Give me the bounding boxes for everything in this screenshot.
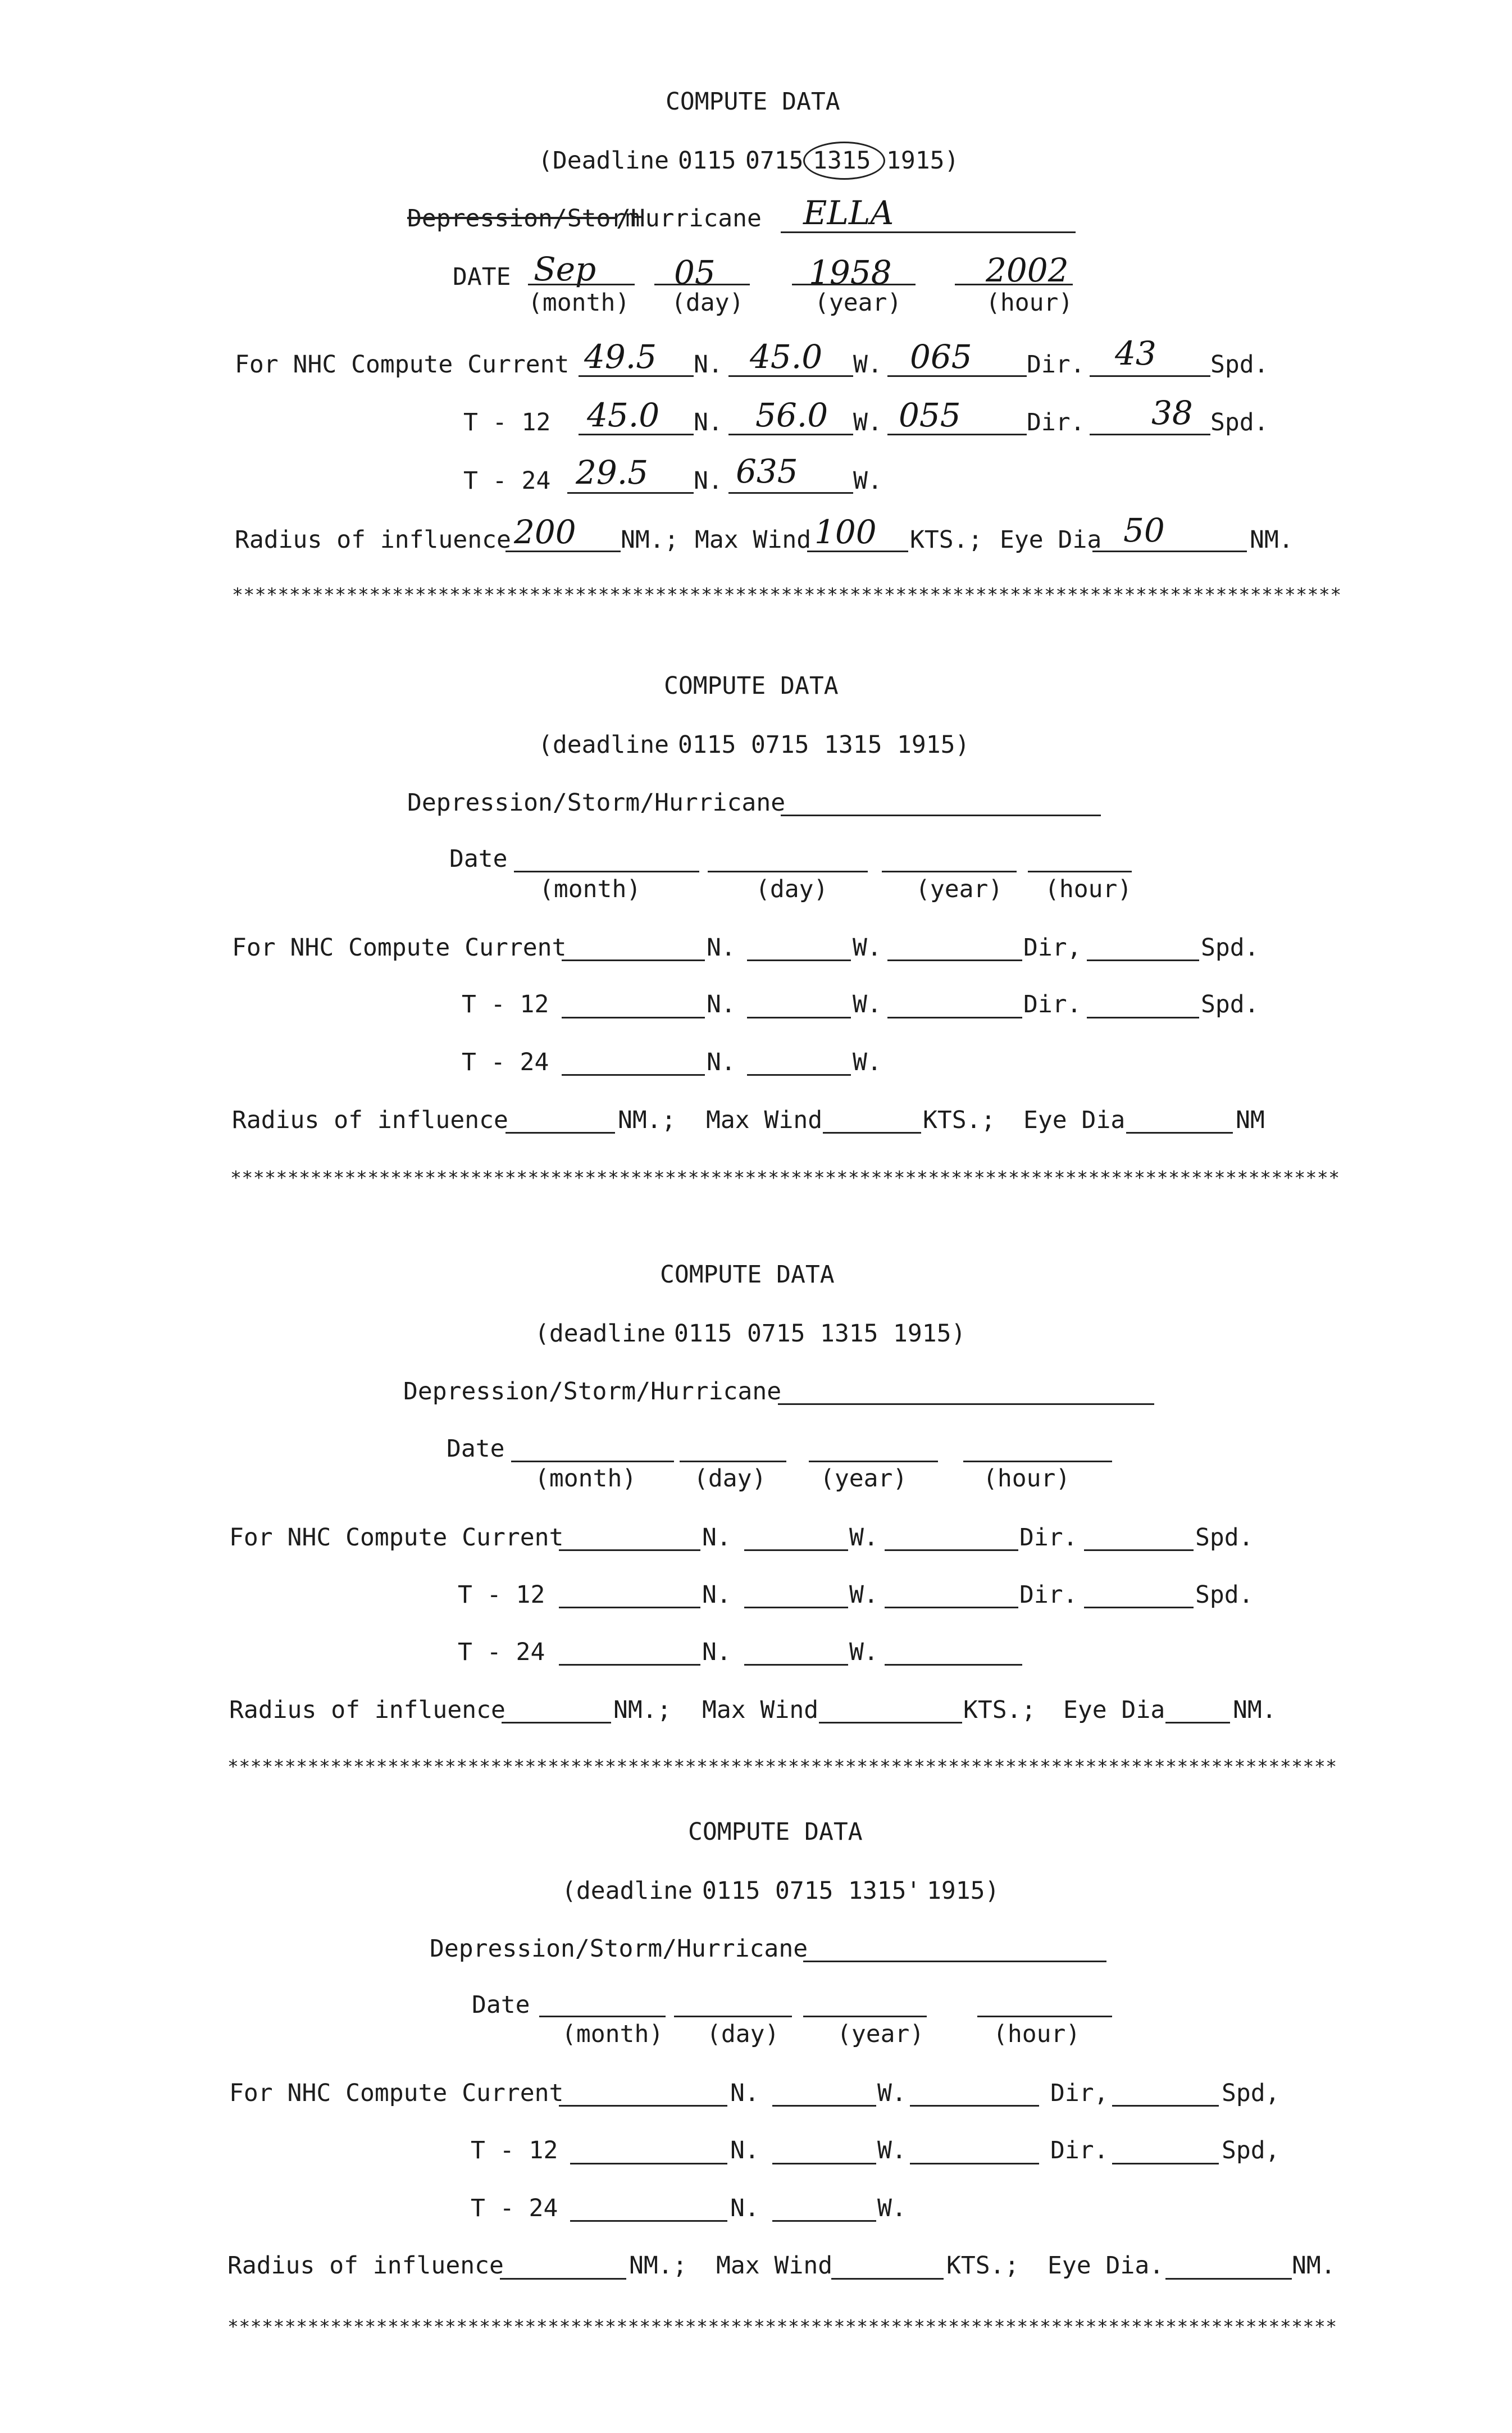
dir-label: Dir.: [1019, 1524, 1078, 1552]
dir-label: Dir,: [1023, 934, 1082, 962]
storm-type-label: Depression/Storm/Hurricane: [430, 1935, 808, 1963]
col-year: (year): [916, 875, 1003, 903]
current-spd-line: [1090, 375, 1210, 377]
storm-name-line: [803, 1961, 1106, 1962]
date-month-value: Sep: [534, 250, 596, 288]
t24-label: T - 24: [462, 1048, 549, 1076]
deadline-circle-mark: [803, 142, 885, 180]
deadline-time-1: 0115: [678, 731, 736, 759]
t12-spd-line: [1090, 434, 1210, 435]
dir-label: Dir.: [1027, 408, 1085, 436]
col-day: (day): [707, 2020, 780, 2048]
current-spd-line: [1112, 2105, 1219, 2107]
separator-stars: *************************************************************************************************: [227, 2316, 1337, 2338]
maxwind-line: [819, 1722, 962, 1723]
strike-through-mark: [407, 217, 616, 219]
t24-lon-value: 635: [736, 452, 798, 490]
w-label: W.: [853, 1048, 882, 1076]
form-title: COMPUTE DATA: [688, 1818, 863, 1846]
separator-stars: *************************************************************************************************: [232, 584, 1342, 606]
current-dir-line: [887, 959, 1022, 961]
nm-label: NM.;: [613, 1696, 672, 1724]
deadline-open: (deadline: [535, 1320, 666, 1348]
t12-lat-line: [579, 434, 694, 435]
n-label: N.: [707, 934, 736, 962]
n-label: N.: [702, 1581, 731, 1609]
eyedia-label: Eye Dia: [1063, 1696, 1165, 1724]
col-month: (month): [539, 875, 641, 903]
col-year: (year): [837, 2020, 924, 2048]
date-hour-line: [963, 1461, 1112, 1462]
spd-label: Spd.: [1201, 934, 1259, 962]
radius-line: [505, 1132, 615, 1134]
t12-lat-value: 45.0: [587, 396, 660, 434]
n-label: N.: [694, 351, 723, 379]
current-lat-line: [559, 1549, 700, 1551]
dir-label: Dir.: [1050, 2136, 1109, 2164]
t24-label: T - 24: [458, 1638, 545, 1666]
t24-label: T - 24: [471, 2194, 558, 2222]
compute-data-form-1: [0, 0, 1512, 606]
form-title: COMPUTE DATA: [664, 672, 839, 700]
form-title: COMPUTE DATA: [666, 88, 840, 116]
current-label: For NHC Compute Current: [229, 2079, 564, 2107]
separator-stars: *************************************************************************************************: [227, 1756, 1337, 1777]
current-lon-value: 45.0: [750, 338, 823, 376]
date-hour-line: [1028, 871, 1132, 872]
deadline-time-3: 1315: [824, 731, 882, 759]
col-hour: (hour): [993, 2020, 1081, 2048]
date-day-value: 05: [674, 253, 716, 292]
w-label: W.: [877, 2136, 907, 2164]
deadline-open: (deadline: [562, 1877, 693, 1905]
deadline-time-3: 1315: [820, 1320, 878, 1348]
current-label: For NHC Compute Current: [235, 351, 570, 379]
t24-label: T - 24: [463, 467, 551, 495]
t12-spd-line: [1112, 2163, 1219, 2164]
date-label: Date: [472, 1991, 530, 2019]
n-label: N.: [702, 1638, 731, 1666]
compute-data-form-3: [0, 1173, 1512, 1777]
t24-lon-line: [744, 1664, 848, 1666]
current-label: For NHC Compute Current: [229, 1524, 564, 1552]
t12-spd-line: [1087, 1017, 1199, 1018]
date-year-line: [882, 871, 1017, 872]
w-label: W.: [853, 467, 882, 495]
col-day: (day): [755, 875, 828, 903]
maxwind-value: 100: [814, 513, 877, 551]
current-label: For NHC Compute Current: [232, 934, 567, 962]
t12-label: T - 12: [463, 408, 551, 436]
t12-dir-line: [910, 2163, 1039, 2164]
col-hour: (hour): [986, 289, 1073, 317]
nm-label: NM.;: [618, 1106, 676, 1134]
col-month: (month): [562, 2020, 664, 2048]
current-lat-line: [579, 375, 694, 377]
current-spd-value: 43: [1115, 334, 1156, 372]
maxwind-line: [807, 551, 908, 552]
eyedia-line: [1092, 551, 1247, 552]
separator-stars: *************************************************************************************************: [230, 1167, 1340, 1189]
deadline-time-1: 0115: [702, 1877, 760, 1905]
t12-lon-line: [747, 1017, 851, 1018]
kts-label: KTS.;: [963, 1696, 1036, 1724]
t12-dir-line: [885, 1607, 1018, 1608]
col-month: (month): [535, 1465, 637, 1493]
date-hour-value: 2002: [986, 251, 1069, 289]
deadline-time-3: 1315: [813, 147, 871, 175]
radius-label: Radius of influence: [232, 1106, 508, 1134]
deadline-time-3: 1315': [848, 1877, 921, 1905]
t12-lon-value: 56.0: [755, 396, 828, 434]
nm-label: NM.;: [629, 2252, 687, 2280]
date-day-line: [654, 284, 750, 285]
w-label: W.: [849, 1581, 878, 1609]
w-label: W.: [877, 2079, 907, 2107]
storm-type-label: /Hurricane: [616, 204, 762, 233]
deadline-open: (Deadline: [538, 147, 669, 175]
deadline-time-4: 1915): [886, 147, 959, 175]
w-label: W.: [853, 934, 882, 962]
current-dir-line: [910, 2105, 1039, 2107]
date-month-line: [511, 1461, 674, 1462]
n-label: N.: [707, 1048, 736, 1076]
current-dir-value: 065: [910, 338, 972, 376]
dir-label: Dir.: [1023, 990, 1082, 1018]
n-label: N.: [702, 1524, 731, 1552]
t12-spd-value: 38: [1151, 394, 1193, 432]
date-day-line: [708, 871, 868, 872]
dir-label: Dir,: [1050, 2079, 1109, 2107]
spd-label: Spd,: [1222, 2079, 1280, 2107]
current-dir-line: [887, 375, 1027, 377]
current-lat-line: [559, 2105, 727, 2107]
t12-lat-line: [570, 2163, 727, 2164]
deadline-time-4: 1915): [897, 731, 970, 759]
date-year-value: 1958: [809, 253, 892, 292]
storm-name-line: [781, 231, 1076, 233]
t24-lat-line: [570, 2220, 727, 2222]
deadline-time-4: 1915): [927, 1877, 1000, 1905]
n-label: N.: [707, 990, 736, 1018]
compute-data-form-2: [0, 584, 1512, 1189]
n-label: N.: [694, 408, 723, 436]
n-label: N.: [694, 467, 723, 495]
w-label: W.: [853, 351, 882, 379]
date-label: DATE: [453, 263, 511, 291]
eyedia-line: [1126, 1132, 1233, 1134]
dir-label: Dir.: [1027, 351, 1085, 379]
spd-label: Spd.: [1195, 1581, 1254, 1609]
eyedia-label: Eye Dia.: [1048, 2252, 1164, 2280]
date-month-line: [539, 2016, 666, 2017]
current-lat-value: 49.5: [584, 338, 657, 376]
spd-label: Spd.: [1210, 408, 1269, 436]
storm-name-line: [778, 1403, 1154, 1405]
t12-dir-line: [887, 1017, 1022, 1018]
maxwind-line: [823, 1132, 921, 1134]
date-hour-line: [955, 284, 1073, 285]
compute-data-form-4: [0, 1730, 1512, 2338]
eyedia-label: Eye Dia: [1000, 526, 1102, 554]
radius-label: Radius of influence: [227, 2252, 504, 2280]
maxwind-line: [831, 2278, 944, 2280]
t24-extra-line: [885, 1664, 1022, 1666]
n-label: N.: [730, 2194, 759, 2222]
kts-label: KTS.;: [910, 526, 983, 554]
t24-lon-line: [728, 492, 853, 494]
w-label: W.: [853, 990, 882, 1018]
current-dir-line: [885, 1549, 1018, 1551]
w-label: W.: [849, 1524, 878, 1552]
t24-lat-line: [559, 1664, 700, 1666]
storm-type-label: Depression/Storm/Hurricane: [403, 1377, 782, 1406]
spd-label: Spd,: [1222, 2136, 1280, 2164]
spd-label: Spd.: [1201, 990, 1259, 1018]
radius-label: Radius of influence: [229, 1696, 505, 1724]
date-year-line: [809, 1461, 938, 1462]
n-label: N.: [730, 2079, 759, 2107]
storm-type-label: Depression/Storm/Hurricane: [407, 789, 786, 817]
deadline-open: (deadline: [538, 731, 669, 759]
t24-lat-line: [562, 1074, 705, 1076]
eyedia-line: [1165, 1722, 1230, 1723]
date-label: Date: [447, 1435, 505, 1463]
date-day-line: [674, 2016, 792, 2017]
deadline-time-1: 0115: [674, 1320, 732, 1348]
radius-label: Radius of influence: [235, 526, 511, 554]
maxwind-label: Max Wind: [706, 1106, 823, 1134]
radius-value: 200: [514, 513, 576, 551]
maxwind-label: Max Wind: [702, 1696, 819, 1724]
nm-label: NM.: [1250, 526, 1294, 554]
eyedia-line: [1165, 2278, 1292, 2280]
current-spd-line: [1084, 1549, 1194, 1551]
eyedia-label: Eye Dia: [1023, 1106, 1126, 1134]
date-month-line: [528, 284, 635, 285]
nm-label: NM.: [1233, 1696, 1277, 1724]
form-title: COMPUTE DATA: [660, 1261, 835, 1289]
t12-label: T - 12: [471, 2136, 558, 2164]
deadline-time-2: 0715: [751, 731, 809, 759]
t12-spd-line: [1084, 1607, 1194, 1608]
storm-type-struck: Depression/Storm: [407, 204, 640, 233]
t12-label: T - 12: [458, 1581, 545, 1609]
t12-lat-line: [559, 1607, 700, 1608]
t24-lat-line: [567, 492, 694, 494]
date-day-line: [680, 1461, 786, 1462]
t12-lon-line: [772, 2163, 876, 2164]
date-year-line: [803, 2016, 927, 2017]
col-year: (year): [820, 1465, 908, 1493]
w-label: W.: [849, 1638, 878, 1666]
nm-label: NM.;: [621, 526, 679, 554]
n-label: N.: [730, 2136, 759, 2164]
t12-dir-value: 055: [899, 396, 961, 434]
kts-label: KTS.;: [946, 2252, 1019, 2280]
maxwind-label: Max Wind: [695, 526, 812, 554]
col-day: (day): [694, 1465, 767, 1493]
current-spd-line: [1087, 959, 1199, 961]
dir-label: Dir.: [1019, 1581, 1078, 1609]
col-month: (month): [528, 289, 630, 317]
t24-lon-line: [747, 1074, 851, 1076]
t24-lat-value: 29.5: [576, 453, 649, 492]
storm-name-value: ELLA: [803, 194, 894, 232]
t12-lat-line: [562, 1017, 705, 1018]
col-day: (day): [671, 289, 744, 317]
date-month-line: [514, 871, 699, 872]
t12-label: T - 12: [462, 990, 549, 1018]
col-hour: (hour): [983, 1465, 1071, 1493]
radius-line: [500, 2278, 626, 2280]
deadline-time-4: 1915): [893, 1320, 966, 1348]
nm-label: NM.: [1292, 2252, 1336, 2280]
current-lon-line: [772, 2105, 876, 2107]
eyedia-value: 50: [1123, 511, 1165, 549]
deadline-time-2: 0715: [745, 147, 804, 175]
col-hour: (hour): [1045, 875, 1132, 903]
radius-line: [502, 1722, 611, 1723]
w-label: W.: [877, 2194, 907, 2222]
current-lat-line: [562, 959, 705, 961]
t12-lon-line: [744, 1607, 848, 1608]
radius-line: [505, 551, 621, 552]
spd-label: Spd.: [1210, 351, 1269, 379]
current-lon-line: [747, 959, 851, 961]
w-label: W.: [853, 408, 882, 436]
maxwind-label: Max Wind: [716, 2252, 833, 2280]
t12-lon-line: [728, 434, 853, 435]
current-lon-line: [728, 375, 853, 377]
t24-lon-line: [772, 2220, 876, 2222]
date-hour-line: [977, 2016, 1112, 2017]
kts-label: KTS.;: [923, 1106, 996, 1134]
col-year: (year): [814, 289, 902, 317]
date-label: Date: [449, 845, 508, 873]
spd-label: Spd.: [1195, 1524, 1254, 1552]
date-year-line: [792, 284, 916, 285]
deadline-time-2: 0715: [775, 1877, 834, 1905]
deadline-time-2: 0715: [747, 1320, 805, 1348]
t12-dir-line: [887, 434, 1027, 435]
current-lon-line: [744, 1549, 848, 1551]
nm-label: NM: [1236, 1106, 1265, 1134]
deadline-time-1: 0115: [678, 147, 736, 175]
storm-name-line: [781, 815, 1101, 816]
